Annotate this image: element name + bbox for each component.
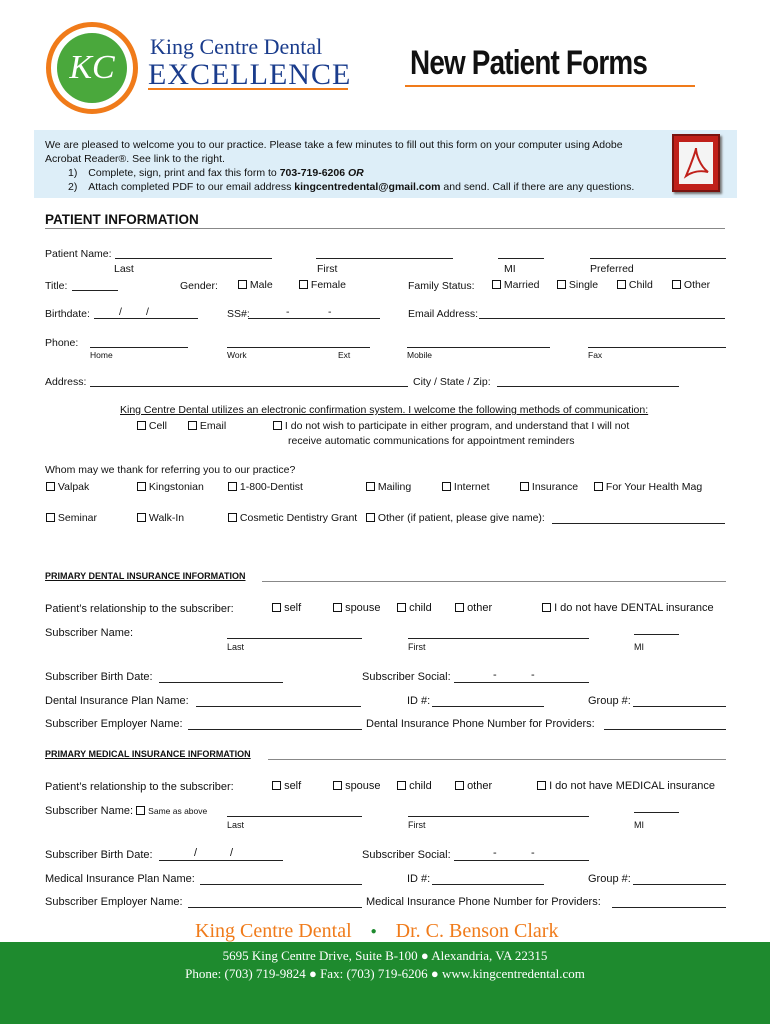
intro-line1: We are pleased to welcome you to our practice. Please take a few minutes to fill out this form on your computer using Adobe — [45, 139, 623, 151]
medical-relationship-label: Patient’s relationship to the subscriber: — [45, 781, 234, 793]
medical-subscriber: Subscriber Name: Same as above — [45, 805, 208, 817]
preferred-name-field[interactable] — [590, 248, 726, 259]
medical-last-caption: Last — [227, 820, 245, 830]
city-label: City / State / Zip: — [413, 376, 491, 388]
medical-child[interactable]: child — [397, 780, 432, 792]
walk-in-checkbox[interactable] — [137, 513, 146, 522]
valpak-checkbox[interactable] — [46, 482, 55, 491]
dental-relationship-label: Patient’s relationship to the subscriber: — [45, 603, 234, 615]
single-checkbox[interactable] — [557, 280, 566, 289]
child-checkbox[interactable] — [617, 280, 626, 289]
dental-spouse-checkbox[interactable] — [333, 603, 342, 612]
referral-other-checkbox[interactable] — [366, 513, 375, 522]
medical-subscriber-last-field[interactable] — [227, 806, 362, 817]
address-label: Address: — [45, 376, 87, 388]
medical-id-field[interactable] — [432, 874, 544, 885]
brand-underline — [148, 88, 348, 90]
medical-provider-phone-field[interactable] — [612, 897, 726, 908]
dental-none[interactable]: I do not have DENTAL insurance — [542, 602, 714, 614]
health-mag-checkbox[interactable] — [594, 482, 603, 491]
footer-bullet: ● — [370, 926, 377, 937]
medical-social-dash-1: - — [493, 847, 497, 859]
intro-item1: 1) Complete, sign, print and fax this form to 703-719-6206 OR — [68, 167, 364, 179]
gender-label: Gender: — [180, 280, 218, 292]
confirm-optout[interactable]: I do not wish to participate in either program, and understand that I will not — [273, 420, 629, 432]
email-field[interactable] — [479, 308, 725, 319]
last-name-field[interactable] — [115, 248, 272, 259]
medical-plan-label: Medical Insurance Plan Name: — [45, 873, 195, 885]
medical-spouse-checkbox[interactable] — [333, 781, 342, 790]
mobile-caption: Mobile — [407, 350, 433, 360]
dental-group-label: Group #: — [588, 695, 631, 707]
dental-id-label: ID #: — [407, 695, 431, 707]
referral-seminar[interactable]: Seminar — [46, 512, 97, 524]
work-caption: Work — [227, 350, 247, 360]
mobile-phone-field[interactable] — [407, 337, 550, 348]
medical-birth-field[interactable] — [159, 850, 283, 861]
medical-birth-slash-2: / — [230, 847, 234, 859]
email-label: Email Address: — [408, 308, 479, 320]
dental-self[interactable]: self — [272, 602, 301, 614]
dental-subscriber-first-field[interactable] — [408, 628, 589, 639]
ss-dash-2: - — [328, 306, 332, 318]
first-name-field[interactable] — [316, 248, 453, 259]
medical-child-checkbox[interactable] — [397, 781, 406, 790]
referral-other-field[interactable] — [552, 513, 725, 524]
address-field[interactable] — [90, 376, 408, 387]
dental-employer-label: Subscriber Employer Name: — [45, 718, 183, 730]
dental-other[interactable]: other — [455, 602, 492, 614]
title-field[interactable] — [72, 280, 118, 291]
patient-heading-rule — [45, 228, 725, 229]
dental-subscriber-mi-field[interactable] — [634, 624, 679, 635]
optout-checkbox[interactable] — [273, 421, 282, 430]
insurance-checkbox[interactable] — [520, 482, 529, 491]
last-caption: Last — [114, 263, 134, 275]
title-label: Title: — [45, 280, 68, 292]
home-phone-field[interactable] — [90, 337, 188, 348]
internet-checkbox[interactable] — [442, 482, 451, 491]
logo-ring — [46, 22, 138, 114]
medical-group-field[interactable] — [633, 874, 726, 885]
medical-none[interactable]: I do not have MEDICAL insurance — [537, 780, 715, 792]
dental-social-dash-2: - — [531, 669, 535, 681]
dental-plan-label: Dental Insurance Plan Name: — [45, 695, 189, 707]
mailing-checkbox[interactable] — [366, 482, 375, 491]
family-status-label: Family Status: — [408, 280, 475, 292]
city-field[interactable] — [497, 376, 679, 387]
referral-kingstonian[interactable]: Kingstonian — [137, 481, 204, 493]
confirm-email[interactable]: Email — [188, 420, 226, 432]
medical-none-checkbox[interactable] — [537, 781, 546, 790]
dental-mi-caption: MI — [634, 642, 644, 652]
male-checkbox[interactable] — [238, 280, 247, 289]
mi-field[interactable] — [498, 248, 544, 259]
home-caption: Home — [90, 350, 113, 360]
medical-provider-phone-label: Medical Insurance Phone Number for Providers: — [366, 896, 601, 908]
dental-heading: PRIMARY DENTAL INSURANCE INFORMATION — [45, 571, 246, 581]
dental-plan-field[interactable] — [196, 696, 361, 707]
brand-tagline: EXCELLENCE — [148, 58, 352, 91]
medical-self[interactable]: self — [272, 780, 301, 792]
fax-caption: Fax — [588, 350, 603, 360]
birthdate-label: Birthdate: — [45, 308, 90, 320]
referral-1800-dentist[interactable]: 1-800-Dentist — [228, 481, 303, 493]
dental-id-field[interactable] — [432, 696, 544, 707]
dental-none-checkbox[interactable] — [542, 603, 551, 612]
dental-child[interactable]: child — [397, 602, 432, 614]
dental-social-label: Subscriber Social: — [362, 671, 451, 683]
status-child[interactable]: Child — [617, 279, 653, 291]
first-caption: First — [317, 263, 338, 275]
adobe-pdf-icon[interactable] — [672, 134, 720, 192]
gender-female[interactable]: Female — [299, 279, 346, 291]
birthdate-slash-2: / — [146, 306, 149, 318]
dental-birth-field[interactable] — [159, 672, 283, 683]
dental-employer-field[interactable] — [188, 719, 362, 730]
ext-caption: Ext — [338, 350, 351, 360]
footer-practice-line: King Centre Dental ● Dr. C. Benson Clark — [195, 920, 559, 942]
mi-caption: MI — [504, 263, 516, 275]
same-as-above-checkbox[interactable] — [136, 806, 145, 815]
medical-id-label: ID #: — [407, 873, 431, 885]
medical-birth-label: Subscriber Birth Date: — [45, 849, 153, 861]
medical-plan-field[interactable] — [200, 874, 362, 885]
dental-first-caption: First — [408, 642, 426, 652]
dental-other-checkbox[interactable] — [455, 603, 464, 612]
status-other[interactable]: Other — [672, 279, 710, 291]
medical-heading: PRIMARY MEDICAL INSURANCE INFORMATION — [45, 749, 251, 759]
dental-social-field[interactable] — [454, 672, 589, 683]
cosmetic-checkbox[interactable] — [228, 513, 237, 522]
phone-label: Phone: — [45, 337, 79, 349]
dental-provider-phone-field[interactable] — [604, 719, 726, 730]
dental-group-field[interactable] — [633, 696, 726, 707]
medical-self-checkbox[interactable] — [272, 781, 281, 790]
medical-heading-rule — [268, 759, 726, 760]
medical-subscriber-first-field[interactable] — [408, 806, 589, 817]
medical-employer-field[interactable] — [188, 897, 362, 908]
kingstonian-checkbox[interactable] — [137, 482, 146, 491]
medical-mi-caption: MI — [634, 820, 644, 830]
dental-spouse[interactable]: spouse — [333, 602, 381, 614]
referral-question: Whom may we thank for referring you to our practice? — [45, 464, 296, 476]
referral-other[interactable]: Other (if patient, please give name): — [366, 512, 545, 524]
other-checkbox[interactable] — [672, 280, 681, 289]
title-underline — [405, 85, 695, 87]
dental-last-caption: Last — [227, 642, 245, 652]
dental-self-checkbox[interactable] — [272, 603, 281, 612]
referral-insurance[interactable]: Insurance — [520, 481, 578, 493]
medical-subscriber-mi-field[interactable] — [634, 802, 679, 813]
medical-spouse[interactable]: spouse — [333, 780, 381, 792]
email-checkbox[interactable] — [188, 421, 197, 430]
ss-label: SS#: — [227, 308, 250, 320]
medical-social-label: Subscriber Social: — [362, 849, 451, 861]
medical-birth-slash-1: / — [194, 847, 198, 859]
logo-initials: KC — [57, 33, 127, 103]
brand-name: King Centre Dental — [150, 34, 323, 59]
fax-field[interactable] — [588, 337, 726, 348]
referral-cosmetic[interactable]: Cosmetic Dentistry Grant — [228, 512, 357, 524]
medical-employer-label: Subscriber Employer Name: — [45, 896, 183, 908]
footer-contact: Phone: (703) 719-9824 ● Fax: (703) 719-6206 ● www.kingcentredental.com — [185, 966, 585, 981]
ss-field[interactable] — [248, 308, 380, 319]
dental-subscriber-last-field[interactable] — [227, 628, 362, 639]
ss-dash-1: - — [286, 306, 290, 318]
seminar-checkbox[interactable] — [46, 513, 55, 522]
dental-provider-phone-label: Dental Insurance Phone Number for Providers: — [366, 718, 595, 730]
status-single[interactable]: Single — [557, 279, 598, 291]
referral-mailing[interactable]: Mailing — [366, 481, 411, 493]
work-phone-field[interactable] — [227, 337, 370, 348]
dental-birth-label: Subscriber Birth Date: — [45, 671, 153, 683]
footer-address: 5695 King Centre Drive, Suite B-100 ● Alexandria, VA 22315 — [222, 948, 548, 963]
confirm-text: King Centre Dental utilizes an electronic confirmation system. I welcome the following methods of communication: — [120, 404, 649, 416]
married-checkbox[interactable] — [492, 280, 501, 289]
medical-first-caption: First — [408, 820, 426, 830]
female-checkbox[interactable] — [299, 280, 308, 289]
dental-social-dash-1: - — [493, 669, 497, 681]
referral-valpak[interactable]: Valpak — [46, 481, 89, 493]
referral-health-mag[interactable]: For Your Health Mag — [594, 481, 702, 493]
intro-line2: Acrobat Reader®. See link to the right. — [45, 153, 225, 165]
dental-heading-rule — [262, 581, 726, 582]
dentist-checkbox[interactable] — [228, 482, 237, 491]
medical-group-label: Group #: — [588, 873, 631, 885]
dental-child-checkbox[interactable] — [397, 603, 406, 612]
gender-male[interactable]: Male — [238, 279, 273, 291]
confirm-cell[interactable]: Cell — [137, 420, 167, 432]
medical-social-field[interactable] — [454, 850, 589, 861]
patient-name-label: Patient Name: — [45, 248, 112, 260]
referral-internet[interactable]: Internet — [442, 481, 490, 493]
medical-other-checkbox[interactable] — [455, 781, 464, 790]
medical-other[interactable]: other — [455, 780, 492, 792]
intro-item2: 2) Attach completed PDF to our email address kingcentredental@gmail.com and send. Call if there are any questions. — [68, 181, 635, 193]
birthdate-slash-1: / — [119, 306, 122, 318]
patient-heading: PATIENT INFORMATION — [45, 212, 199, 227]
cell-checkbox[interactable] — [137, 421, 146, 430]
confirm-optout-line2: receive automatic communications for appointment reminders — [288, 435, 575, 447]
status-married[interactable]: Married — [492, 279, 540, 291]
preferred-caption: Preferred — [590, 263, 634, 275]
page-title: New Patient Forms — [410, 44, 648, 82]
medical-social-dash-2: - — [531, 847, 535, 859]
referral-walk-in[interactable]: Walk-In — [137, 512, 184, 524]
dental-subscriber-label: Subscriber Name: — [45, 627, 134, 639]
